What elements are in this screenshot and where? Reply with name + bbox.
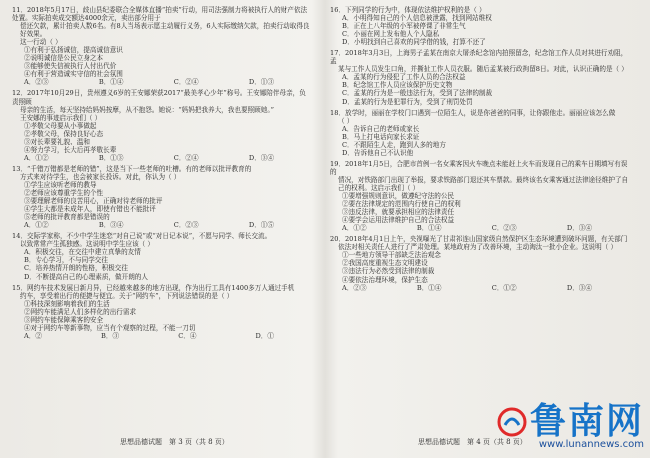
answer-option: B．纪念馆工作人员应该保护历史文物 — [342, 81, 453, 90]
answer-option: D．小明找到自己喜欢的同学借的钱，打算不还了 — [342, 38, 486, 47]
left-column — [12, 6, 310, 343]
watermark-url: www.lunannews.com — [538, 439, 644, 450]
question-stem-continued: 以致常常产生孤独感。这说明中学生应该（ ） — [20, 240, 154, 249]
answer-choice: D．③④ — [248, 153, 274, 162]
answer-option: B．马上打电话向家长求证 — [342, 132, 420, 141]
watermark-logo — [497, 403, 644, 441]
question — [12, 284, 310, 340]
answer-choice: A．②③ — [24, 78, 49, 87]
answer-choice: C．①② — [491, 283, 517, 292]
question-stem: 15．网约车技术发展日新月异，已经越来越多的地方出现，作为出行工具有1400多万人通过手机 — [12, 283, 295, 292]
answer-choices — [24, 154, 274, 162]
question — [330, 235, 632, 291]
answer-choice: B．①④ — [98, 78, 124, 87]
question-stem-continued: 这一行动（ ） — [20, 38, 62, 47]
answer-option: A．告诉自己的老师或家长 — [342, 124, 420, 133]
answer-choices — [342, 224, 592, 232]
answer-option: ①一些地方领导干部缺乏法治观念 — [342, 251, 441, 260]
question-stem: 18．放学时，丽丽在学校门口遇到一位陌生人，说是你爸爸的同事，让你跟他走。丽丽应该怎么做 — [330, 108, 616, 117]
answer-option: ④努力学习，长大后再孝敬长辈 — [24, 145, 117, 154]
question-stem-continued: 母亲的生活，每天坚持给妈妈按摩，从不抱怨。她说：“妈妈把我养大，我也要照顾她。” — [20, 105, 275, 114]
question-stem: 13．“千错万错都是老师的错”，这是当下一些老师的吐槽。有的老师以批评教育的 — [12, 164, 252, 173]
question-stem-continued: 方式来对待学生，也会被家长投诉。对此，你认为（ ） — [20, 172, 181, 181]
answer-choice: A．②③ — [342, 283, 367, 292]
answer-option: C．培养热情开朗的性格，积极交往 — [24, 264, 128, 273]
right-column — [330, 6, 632, 295]
answer-choices — [24, 332, 274, 340]
question — [330, 109, 632, 157]
answer-choice: D．③④ — [566, 283, 592, 292]
question-stem-continued: 偿还欠款，累计拍卖人数6名。有8人当场表示愿主动履行义务，6人实际缴纳欠款，拍卖行动取得良好效果。 — [20, 22, 310, 39]
question-stem: 14．交际学家称，不少中学生迷恋“对自己说”或“对日记本说”，不愿与同学、师长交流。 — [12, 232, 272, 241]
answer-choices — [342, 284, 592, 292]
answer-option: ①要增强规则意识，做遵纪守法的公民 — [342, 192, 455, 201]
answer-option: D．告诉他自己不认识他 — [342, 148, 414, 157]
question — [12, 6, 310, 86]
answer-option: ①孝敬父母要从小事做起 — [24, 121, 97, 130]
answer-choice: C．②④ — [173, 78, 199, 87]
question-stem: 17．2018年3月3日，上海男子孟某在南京大屠杀纪念馆内拍照留念，纪念馆工作人员对其进行劝阻，孟 — [330, 49, 628, 66]
answer-option: D．孟某的行为是犯罪行为，受到了刑罚处罚 — [342, 97, 473, 106]
answer-option: ④有利于营造诚实守信的社会氛围 — [24, 70, 123, 79]
answer-choices — [24, 78, 274, 86]
answer-option: ②我国高度重视生态文明建设 — [342, 259, 428, 268]
answer-option: C．孟某的行为是一般违法行为，受到了法律的制裁 — [342, 89, 493, 98]
answer-choice: A．①② — [342, 224, 367, 233]
answer-choice: C．④ — [178, 331, 197, 340]
answer-choice: B．①④ — [416, 283, 442, 292]
answer-option: B．正在上八年级的小军被停课了非常生气 — [342, 22, 466, 31]
answer-option: ①科技深刻影响着我们的生活 — [24, 299, 110, 308]
answer-option: ②网约车能满足人们多样化的出行需求 — [24, 307, 137, 316]
question — [12, 165, 310, 229]
question — [330, 160, 632, 232]
answer-choice: A．①② — [24, 221, 49, 230]
answer-choice: D．③④ — [566, 224, 592, 233]
answer-option: ④对于网约车等新事物，应当有个观察的过程，不能一刀切 — [24, 323, 196, 332]
question-stem: 16．下列同学的行为中，体现依法维护权利的是（ ） — [330, 6, 486, 14]
answer-option: ④要依法治理环境，保护生态 — [342, 275, 428, 284]
question-stem-continued: 某与工作人员发生口角，并撕扯工作人员衣服。随后孟某被行政拘留8日。对此，认识正确的是（ ） — [338, 65, 628, 74]
question-stem-continued: 约车，享受着出行的便捷与便宜。关于“网约车”，下列说法错误的是（ ） — [20, 291, 234, 300]
logo-icon — [497, 407, 527, 437]
answer-option: ③违法行为必然受到法律的制裁 — [342, 267, 435, 276]
answer-option: ②孝敬父母，保持良好心态 — [24, 129, 104, 138]
answer-option: B．专心学习，不与同学交往 — [24, 256, 108, 265]
answer-choice: B．③ — [101, 331, 120, 340]
question — [12, 232, 310, 280]
watermark — [497, 403, 644, 450]
question-stem: 11．2018年5月17日，歧山县纪委联合全媒体直播“拍卖”行动，用司法强制力将被执行人的财产依法处置。实际拍卖成交额达4000余元，卖出部分用于 — [12, 6, 308, 23]
answer-option: ⑤老师的批评教育都是错误的 — [24, 213, 110, 222]
question — [330, 6, 632, 46]
answer-choice: B．①④ — [416, 224, 442, 233]
answer-option: ③网约车能保障乘客的安全 — [24, 315, 104, 324]
page-footer-right: 思想品德试题 第 4 页（共 8 页） — [418, 438, 527, 446]
answer-choice: B．③④ — [98, 221, 124, 230]
watermark-text: 鲁南网 — [529, 401, 644, 442]
answer-choice: A．①② — [24, 153, 49, 162]
answer-option: ④要学会运用法律维护自己的合法权益 — [342, 216, 455, 225]
answer-choice: D．①⑤ — [248, 221, 274, 230]
answer-option: ③要理解老师的良苦用心，正确对待老师的批评 — [24, 197, 163, 206]
answer-choice: C．②③ — [173, 221, 199, 230]
page-footer-left: 思想品德试题 第 3 页（共 8 页） — [120, 438, 229, 446]
question-stem: 20．2018年4月1日上午，央视曝光了甘肃祁连山国家级自然保护区生态环境遭到破坏问题，有关部门 — [330, 235, 628, 244]
answer-option: ③对长辈要礼貌、温和 — [24, 137, 90, 146]
answer-option: ②要在法律规定的范围内行使自己的权利 — [342, 200, 461, 209]
answer-option: D．不断提高自己的心理素质，做开朗的人 — [24, 272, 148, 281]
question-stem: 12．2017年10月29日，贵州遵义6岁的王安娜荣获2017“最美孝心少年”称号。王安娜陪伴母亲，负责照顾 — [12, 89, 306, 106]
question-stem-continued: 依法对相关责任人进行了严肃处理。某地政府为了改善环境，主动淘汰一批小企业。这说明（ ） — [338, 243, 618, 252]
answer-option: ④学生大都是未成年人，即使有错也不能批评 — [24, 205, 156, 214]
answer-option: A．小明得知自己的个人信息被泄露，找到网站维权 — [342, 14, 492, 23]
answer-option: ②老师应该尊重学生的个性 — [24, 189, 104, 198]
question — [330, 49, 632, 105]
answer-option: ①学生应该听老师的教导 — [24, 180, 97, 189]
answer-choices — [24, 221, 274, 229]
answer-option: ③违反法律，就要承担相应的法律责任 — [342, 208, 455, 217]
question — [12, 89, 310, 161]
answer-option: C．不跟陌生人走，跑到人多的地方 — [342, 140, 446, 149]
answer-option: C．小丽在网上发布他人个人隐私 — [342, 30, 440, 39]
question-stem-continued: （ ） — [338, 116, 354, 125]
answer-choice: C．②③ — [491, 224, 517, 233]
answer-option: A．积极交往，在交往中建立真挚的友情 — [24, 248, 141, 257]
question-stem-continued: 情况，对铁路部门出现了举报，要求铁路部门退还其车票款。最终该名女乘客通过法律途径维护了自己的权利。这启示我们（ ） — [338, 175, 629, 192]
answer-choice: D．① — [255, 331, 274, 340]
answer-choice: C．②④ — [173, 153, 199, 162]
answer-option: ③能够使失信被执行人付出代价 — [24, 62, 117, 71]
answer-option: ①有利于弘扬诚信，提高诚信意识 — [24, 46, 123, 55]
answer-option: ②说明诚信是公民立身之本 — [24, 54, 104, 63]
answer-choice: B．①③ — [98, 153, 124, 162]
question-stem: 19．2018年1月5日，合肥市首例一名女乘客因火车晚点未能赶上火车而发现自己的乘车日期填写有误的 — [330, 159, 628, 176]
answer-choice: D．①③ — [248, 78, 274, 87]
question-stem-continued: 王安娜的事迹启示我们（ ） — [20, 113, 102, 122]
answer-option: A．孟某的行为侵犯了工作人员的合法权益 — [342, 73, 466, 82]
answer-choice: A．② — [24, 331, 42, 340]
